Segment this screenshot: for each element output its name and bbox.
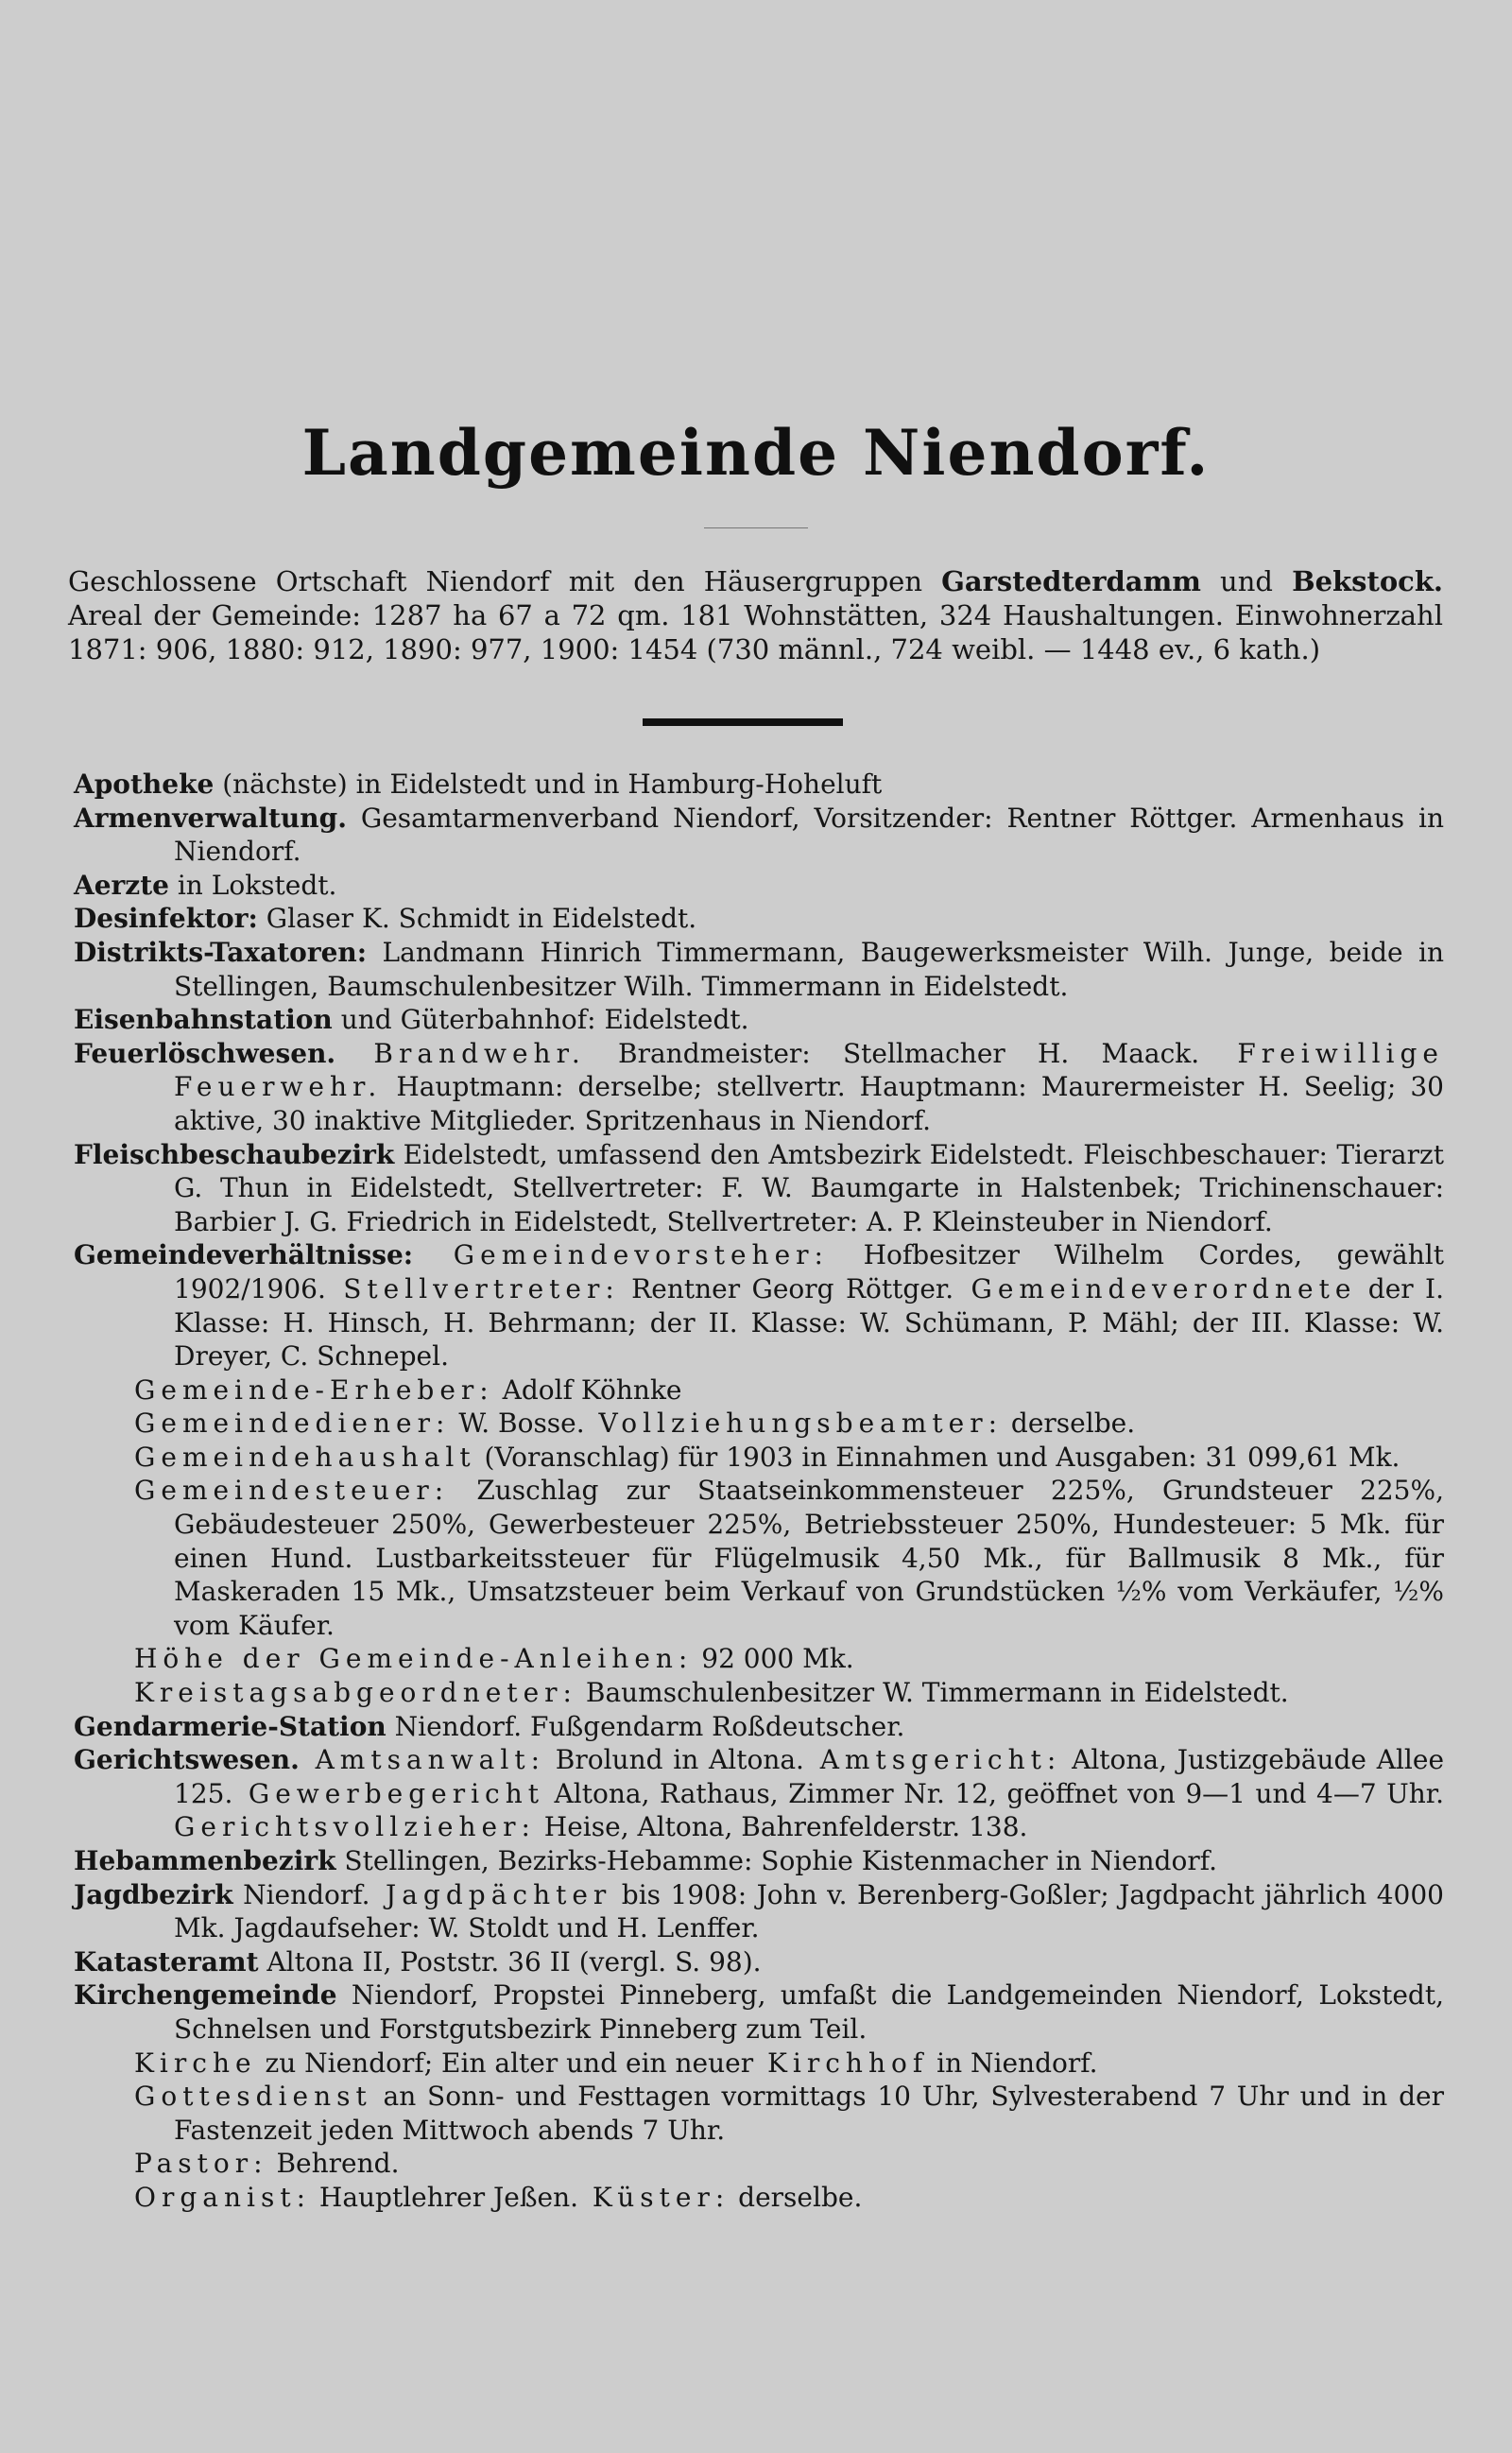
sub-label: Gemeindehaushalt: [134, 1441, 476, 1473]
sub-label: Gemeindesteuer:: [134, 1475, 450, 1507]
intro-place-1: Garstedterdamm: [941, 565, 1201, 597]
intro-text: und: [1220, 565, 1273, 597]
entries-list: [74, 768, 1444, 2215]
entry-kirchengemeinde: [74, 1978, 1444, 2046]
sub-entry-diener: [74, 1407, 1444, 1441]
sub-label: Küster:: [578, 2181, 730, 2213]
sub-text: Zuschlag zur Staatseinkommensteuer 225%, Grundsteuer 225%, Gebäudesteuer 250%, Gewerbesteuer 225%, Betriebssteuer 250%, Hundesteuer: 5 Mk. für einen Hund. Lustbarkeitssteuer für Flügelmusik 4,50 Mk., für Ballmusik 8 Mk., für Maskeraden 15 Mk., Umsatzsteuer beim Verkauf von Grundstücken ½% vom Verkäufer, ½% vom Käufer.: [174, 1475, 1444, 1641]
sub-text: Baumschulenbesitzer W. Timmermann in Eidelstedt.: [576, 1677, 1289, 1709]
sub-text: 92 000 Mk.: [693, 1643, 854, 1675]
entry-text: Altona, Rathaus, Zimmer Nr. 12, geöffnet von 9—1 und 4—7 Uhr.: [544, 1777, 1444, 1809]
title-divider: [704, 527, 808, 528]
entry-term: Jagdbezirk: [74, 1878, 233, 1910]
entry-gemeindeverhaeltnisse: [74, 1238, 1444, 1373]
entry-text: Glaser K. Schmidt in Eidelstedt.: [257, 903, 697, 935]
entry-text: der I. Klasse: H. Hinsch, H. Behrmann; der II. Klasse: W. Schümann, P. Mähl; der III. Klasse: W. Dreyer, C. Schnepel.: [174, 1272, 1445, 1373]
entry-spaced-label: Gerichtsvollzieher:: [174, 1811, 536, 1843]
sub-label: Gemeindediener:: [134, 1408, 451, 1440]
entry-text: Niendorf. Fußgendarm Roßdeutscher.: [386, 1710, 905, 1742]
entry-term: Eisenbahnstation: [74, 1004, 333, 1036]
entry-hebammenbezirk: [74, 1844, 1444, 1878]
entry-feuerloeschwesen: [74, 1037, 1444, 1138]
sub-text: derselbe.: [730, 2181, 863, 2213]
entry-aerzte: [74, 869, 1444, 903]
entry-term: Gemeindeverhältnisse:: [74, 1239, 414, 1271]
entry-apotheke: [74, 768, 1444, 802]
sub-entry-steuer: [74, 1474, 1444, 1642]
section-divider: [643, 718, 843, 726]
sub-text: an Sonn- und Festtagen vormittags 10 Uhr, Sylvesterabend 7 Uhr und in der Fastenzeit jeden Mittwoch abends 7 Uhr.: [174, 2081, 1444, 2146]
sub-entry-erheber: [74, 1373, 1444, 1408]
sub-label: Gemeinde-Erheber:: [134, 1373, 494, 1406]
entry-katasteramt: [74, 1945, 1444, 1979]
sub-label: Höhe der Gemeinde-Anleihen:: [134, 1643, 694, 1675]
sub-entry-kreistag: [74, 1676, 1444, 1710]
entry-text: Brandmeister: Stellmacher H. Maack.: [585, 1037, 1200, 1069]
entry-text: und Güterbahnhof: Eidelstedt.: [332, 1004, 749, 1036]
sub-entry-gottesdienst: [74, 2080, 1444, 2147]
entry-text: Eidelstedt, umfassend den Amtsbezirk Eidelstedt. Fleischbeschauer: Tierarzt G. Thun in Eidelstedt, Stellvertreter: F. W. Baumgarte in Halstenbek; Trichinenschauer: Barbier J. G. Friedrich in Eidelstedt, Stellvertreter: A. P. Kleinsteuber in Niendorf.: [174, 1138, 1444, 1237]
entry-term: Aerzte: [74, 869, 169, 901]
sub-entry-anleihen: [74, 1642, 1444, 1676]
sub-text: W. Bosse.: [450, 1408, 585, 1440]
entry-fleischbeschaubezirk: [74, 1138, 1444, 1239]
intro-text: Areal der Gemeinde: 1287 ha 67 a 72 qm. 181 Wohnstätten, 324 Haushaltungen. Einwohnerzahl 1871: 906, 1880: 912, 1890: 977, 1900: 1454 (730 männl., 724 weibl. — 1448 ev., 6 kath.): [68, 599, 1443, 665]
entry-distrikts-taxatoren: [74, 936, 1444, 1003]
sub-label: Organist:: [134, 2181, 311, 2213]
intro-text: Geschlossene Ortschaft Niendorf mit den Häusergruppen: [68, 565, 922, 597]
entry-spaced-label: Stellvertreter:: [325, 1272, 620, 1304]
entry-text: Rentner Georg Röttger.: [619, 1272, 954, 1304]
entry-term: Feuerlöschwesen.: [74, 1037, 336, 1069]
entry-text: Heise, Altona, Bahrenfelderstr. 138.: [535, 1811, 1028, 1843]
entry-spaced-label: Brandwehr.: [335, 1037, 586, 1069]
sub-text: derselbe.: [1003, 1408, 1136, 1440]
entry-spaced-label: Amtsanwalt:: [299, 1744, 546, 1776]
entry-term: Apotheke: [74, 769, 215, 800]
sub-label: Gottesdienst: [134, 2081, 372, 2113]
entry-term: Kirchengemeinde: [74, 1979, 337, 2012]
entry-text: Gesamtarmenverband Niendorf, Vorsitzender: Rentner Röttger. Armenhaus in Niendorf.: [174, 802, 1444, 868]
entry-text: in Lokstedt.: [168, 869, 337, 901]
entry-text: Hofbesitzer Wilhelm Cordes, gewählt 1902/1906.: [174, 1239, 1444, 1304]
sub-label: Vollziehungsbeamter:: [584, 1408, 1004, 1440]
entry-term: Desinfektor:: [74, 903, 258, 935]
entry-term: Hebammenbezirk: [74, 1845, 336, 1876]
intro-paragraph: [68, 564, 1443, 666]
entry-text: Niendorf, Propstei Pinneberg, umfaßt die Landgemeinden Niendorf, Lokstedt, Schnelsen und Forstgutsbezirk Pinneberg zum Teil.: [174, 1979, 1444, 2045]
entry-text: bis 1908: John v. Berenberg-Goßler; Jagdpacht jährlich 4000 Mk. Jagdaufseher: W. Stoldt und H. Lenffer.: [174, 1878, 1444, 1944]
entry-text: (nächste) in Eidelstedt und in Hamburg-Hoheluft: [214, 769, 883, 800]
entry-term: Distrikts-Taxatoren:: [74, 936, 368, 968]
sub-text: (Voranschlag) für 1903 in Einnahmen und Ausgaben: 31 099,61 Mk.: [475, 1441, 1400, 1473]
sub-label: Kirchhof: [753, 2047, 929, 2079]
entry-text: Landmann Hinrich Timmermann, Baugewerksmeister Wilh. Junge, beide in Stellingen, Baumschulenbesitzer Wilh. Timmermann in Eidelstedt.: [174, 936, 1444, 1002]
entry-text: Niendorf.: [232, 1878, 370, 1910]
entry-gerichtswesen: [74, 1743, 1444, 1844]
page-title: Landgemeinde Niendorf.: [301, 416, 1211, 490]
sub-text: zu Niendorf; Ein alter und ein neuer: [256, 2047, 754, 2079]
entry-text: Stellingen, Bezirks-Hebamme: Sophie Kistenmacher in Niendorf.: [335, 1845, 1217, 1876]
entry-term: Gerichtswesen.: [74, 1744, 300, 1776]
sub-entry-haushalt: [74, 1441, 1444, 1475]
entry-eisenbahnstation: [74, 1003, 1444, 1037]
entry-gendarmerie: [74, 1710, 1444, 1744]
sub-entry-kirche: [74, 2047, 1444, 2081]
entry-term: Armenverwaltung.: [74, 802, 347, 834]
sub-entry-pastor: [74, 2147, 1444, 2181]
sub-label: Kreistagsabgeordneter:: [134, 1677, 577, 1709]
entry-text: Altona II, Poststr. 36 II (vergl. S. 98).: [258, 1945, 762, 1978]
entry-spaced-label: Gemeindeverordnete: [954, 1272, 1357, 1304]
sub-text: Hauptlehrer Jeßen.: [311, 2181, 579, 2213]
entry-term: Fleischbeschaubezirk: [74, 1138, 395, 1170]
entry-spaced-label: Amtsgericht:: [803, 1744, 1062, 1776]
sub-label: Pastor:: [134, 2148, 268, 2180]
entry-armenverwaltung: [74, 802, 1444, 869]
entry-text: Hauptmann: derselbe; stellvertr. Hauptmann: Maurermeister H. Seelig; 30 aktive, 30 inaktive Mitglieder. Spritzenhaus in Niendorf.: [174, 1071, 1444, 1136]
intro-place-2: Bekstock.: [1292, 565, 1444, 597]
sub-entry-organist: [74, 2181, 1444, 2215]
entry-jagdbezirk: [74, 1878, 1444, 1945]
sub-label: Kirche: [134, 2047, 257, 2079]
entry-spaced-label: Gewerbegericht: [232, 1777, 545, 1809]
entry-desinfektor: [74, 902, 1444, 936]
entry-term: Gendarmerie-Station: [74, 1710, 387, 1742]
entry-text: Altona, Justizgebäude Allee 125.: [174, 1744, 1445, 1809]
entry-spaced-label: Freiwillige Feuerwehr.: [174, 1037, 1444, 1103]
sub-text: in Niendorf.: [928, 2047, 1098, 2079]
entry-spaced-label: Jagdpächter: [369, 1878, 612, 1910]
sub-text: Adolf Köhnke: [493, 1373, 682, 1406]
sub-text: Behrend.: [267, 2148, 400, 2180]
entry-term: Katasteramt: [74, 1945, 259, 1978]
entry-spaced-label: Gemeindevorsteher:: [413, 1239, 829, 1271]
entry-text: Brolund in Altona.: [545, 1744, 804, 1776]
